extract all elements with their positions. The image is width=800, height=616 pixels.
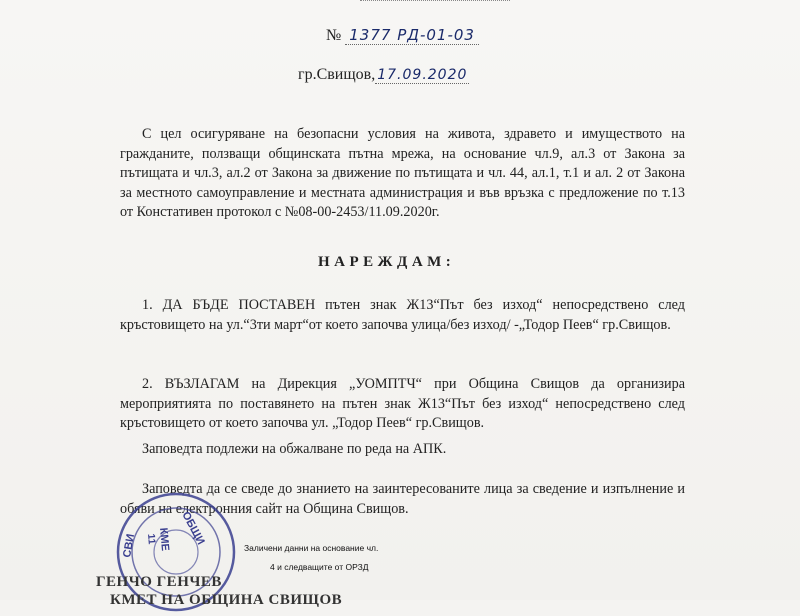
stamp-text-num: 11 — [145, 533, 157, 545]
stamp-text-top: ОБЩИ — [179, 509, 207, 547]
header-dotted-line — [360, 0, 510, 3]
signatory-title: КМЕТ НА ОБЩИНА СВИЩОВ — [110, 592, 343, 608]
date-handwritten: 17.09.2020 — [377, 67, 468, 83]
intro-paragraph: С цел осигуряване на безопасни условия на живота, здравето и имуществото на гражданите, ползващи общинската пътна мрежа, на основание чл.9, ал.3 от Закона за пътищата и чл.3, ал.2 от Закона за движение по пътищата и чл. 44, ал.1, т.1 и ал. 2 от Закона за местното самоуправление и местната администрация и във връзка с предложение по т.13 от Констативен протокол с №08-00-2453/11.09.2020г. — [120, 126, 685, 220]
redaction-line-2: 4 и следващите от ОРЗД — [270, 562, 369, 572]
appeal-paragraph: Заповедта подлежи на обжалване по реда на АПК. — [142, 441, 447, 457]
number-prefix: № — [326, 27, 342, 44]
document-place-date — [298, 66, 469, 84]
stamp-text-mid: КМЕ — [157, 527, 171, 552]
redaction-note — [244, 543, 414, 573]
order-item-2: 2. ВЪЗЛАГАМ на Дирекция „УОМПТЧ“ при Община Свищов да организира мероприятията по поставянето на пътен знак Ж13“Път без изход“ непосредствено след кръстовището от което започва ул. „Тодор Пеев“ гр.Свищов. — [120, 376, 685, 431]
signatory-name: ГЕНЧО ГЕНЧЕВ — [96, 574, 222, 590]
redaction-line-1: Заличени данни на основание чл. — [244, 543, 379, 553]
notify-paragraph: Заповедта да се сведе до знанието на заинтересованите лица за сведение и изпълнение и обяви на електронния сайт на Община Свищов. — [120, 481, 685, 517]
place-prefix: гр.Свищов, — [298, 66, 376, 83]
number-handwritten: 1377 РД-01-03 — [345, 26, 479, 45]
order-heading: НАРЕЖДАМ: — [318, 254, 456, 270]
order-item-1: 1. ДА БЪДЕ ПОСТАВЕН пътен знак Ж13“Път без изход“ непосредствено след кръстовището на ул.“3ти март“от което започва улица/без изход/ -„Тодор Пеев“ гр.Свищов. — [120, 297, 685, 333]
document-number — [326, 26, 479, 45]
stamp-text-left: СВИ — [121, 533, 138, 559]
